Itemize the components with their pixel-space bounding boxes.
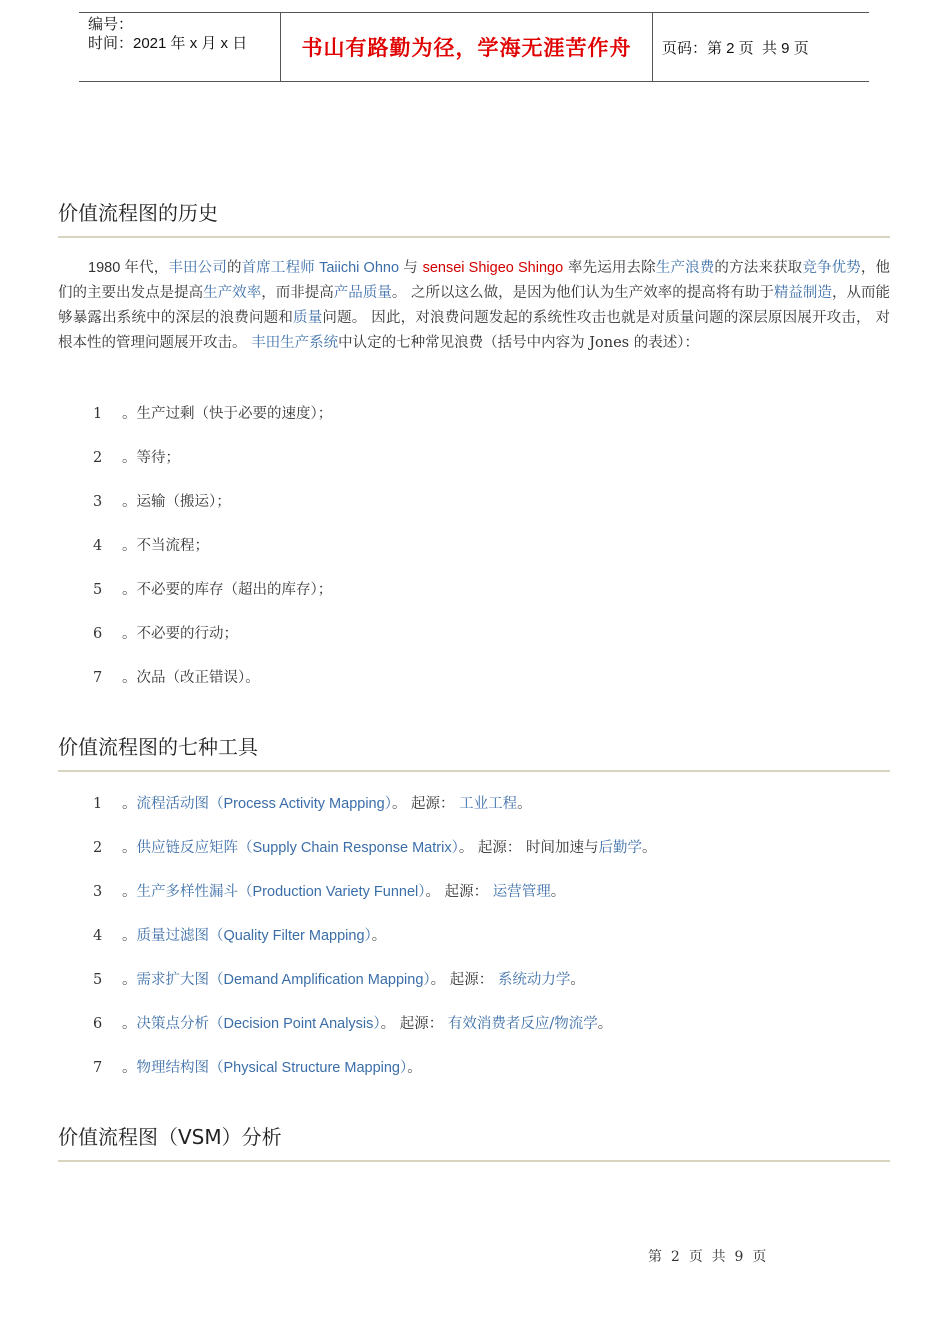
tool-item — [93, 837, 657, 859]
text-run: ） — [384, 796, 392, 812]
text-run: 。 — [407, 1060, 422, 1076]
item-number: 2 — [93, 840, 103, 856]
page-header — [79, 12, 869, 82]
tool-item — [93, 1013, 612, 1035]
text-run: 。 起源： — [430, 972, 498, 988]
list-item — [93, 535, 209, 557]
origin-link-2[interactable]: /物流学 — [549, 1016, 598, 1032]
tool-item — [93, 969, 585, 991]
text-run: ） — [418, 884, 426, 900]
link-quality[interactable]: 质量 — [293, 310, 323, 326]
item-text: 。生产过剩（快于必要的速度）； — [122, 406, 333, 422]
link-lean-manufacturing[interactable]: 精益制造 — [773, 285, 832, 301]
link-tps[interactable]: 丰田生产系统 — [251, 335, 339, 351]
item-number: 2 — [93, 450, 103, 466]
item-text: 。不必要的行动； — [122, 626, 238, 642]
item-number: 7 — [93, 1060, 103, 1076]
text-run: 。 起源： — [391, 796, 460, 812]
item-number: 5 — [93, 972, 103, 988]
text-run: ，他们的主要出发点是提高 — [58, 260, 891, 301]
text-run: 。 — [550, 884, 566, 900]
list-item — [93, 579, 332, 601]
tool-link-en[interactable]: Quality Filter Mapping — [223, 928, 365, 944]
text-run: 与 — [403, 260, 423, 276]
text-run: 。 之所以这么做，是因为他们认为生产效率的提高将有助于 — [391, 285, 774, 301]
text-run: 的方法来获取 — [714, 260, 803, 276]
text-run: ） — [400, 1060, 408, 1076]
text-run: ，而非提高 — [261, 285, 334, 301]
tool-link[interactable]: 生产多样性漏斗（ — [136, 884, 253, 900]
link-toyota[interactable]: 丰田公司 — [168, 260, 227, 276]
item-number: 1 — [93, 796, 103, 812]
text-run: 中认定的七种常见浪费（括号中内容为 Jones 的表述）： — [338, 335, 699, 351]
history-paragraph — [58, 256, 890, 356]
item-number: 6 — [93, 1016, 103, 1032]
section-title-vsm: 价值流程图（VSM）分析 — [58, 1125, 282, 1149]
doc-code-label: 编号： — [88, 16, 134, 33]
tool-link[interactable]: 决策点分析（ — [136, 1016, 224, 1032]
item-text: 。不必要的库存（超出的库存）； — [122, 582, 333, 598]
link-chief-engineer[interactable]: 首席工程师 — [241, 260, 315, 276]
item-number: 5 — [93, 582, 103, 598]
tool-link-en[interactable]: Process Activity Mapping — [223, 796, 385, 812]
item-text: 。等待； — [122, 450, 180, 466]
tool-link-en[interactable]: Production Variety Funnel — [252, 884, 419, 900]
section-divider — [58, 770, 890, 772]
header-page-info: 页码：第 2 页 共 9 页 — [662, 39, 809, 57]
origin-link[interactable]: 运营管理 — [492, 884, 551, 900]
tool-link[interactable]: 物理结构图（ — [136, 1060, 224, 1076]
link-product-quality[interactable]: 产品质量 — [333, 285, 392, 301]
tool-item — [93, 1057, 422, 1079]
text-run: 1980 年代， — [88, 260, 169, 276]
tool-link-en[interactable]: Demand Amplification Mapping — [223, 972, 424, 988]
item-number: 6 — [93, 626, 103, 642]
item-text: 。不当流程； — [122, 538, 209, 554]
origin-link[interactable]: 系统动力学 — [497, 972, 571, 988]
item-sep: 。 — [122, 1060, 137, 1076]
link-productivity[interactable]: 生产效率 — [203, 285, 262, 301]
tool-link[interactable]: 质量过滤图（ — [136, 928, 224, 944]
tool-link-en[interactable]: Physical Structure Mapping — [223, 1060, 400, 1076]
page-footer: 第 2 页 共 9 页 — [648, 1249, 767, 1265]
text-run: 。 — [597, 1016, 613, 1032]
item-number: 4 — [93, 928, 103, 944]
list-item — [93, 403, 332, 425]
text-run: ） — [373, 1016, 381, 1032]
section-divider — [58, 1160, 890, 1162]
text-run: 。 — [570, 972, 585, 988]
tool-link-en[interactable]: Decision Point Analysis — [223, 1016, 374, 1032]
text-run: 率先运用去除 — [563, 260, 656, 276]
tool-link[interactable]: 供应链反应矩阵（ — [136, 840, 253, 856]
section-title-history: 价值流程图的历史 — [58, 201, 218, 225]
item-number: 1 — [93, 406, 103, 422]
list-item — [93, 491, 231, 513]
text-run: Taiichi Ohno — [314, 260, 404, 276]
doc-date-label: 时间：2021 年 x 月 x 日 — [88, 35, 248, 52]
item-number: 3 — [93, 494, 103, 510]
origin-link[interactable]: 后勤学 — [598, 840, 643, 856]
tool-link[interactable]: 流程活动图（ — [136, 796, 224, 812]
header-motto-cell — [280, 13, 653, 81]
list-item — [93, 667, 260, 689]
tool-link[interactable]: 需求扩大图（ — [136, 972, 224, 988]
text-run: 。 起源： — [380, 1016, 448, 1032]
header-motto: 书山有路勤为径，学海无涯苦作舟 — [301, 35, 632, 60]
header-page-cell — [653, 13, 869, 81]
text-run: ） — [451, 840, 459, 856]
item-sep: 。 — [122, 1016, 137, 1032]
list-item — [93, 623, 238, 645]
section-title-tools: 价值流程图的七种工具 — [58, 735, 258, 759]
item-sep: 。 — [122, 928, 137, 944]
section-divider — [58, 236, 890, 238]
item-sep: 。 — [122, 972, 137, 988]
item-sep: 。 — [122, 796, 137, 812]
text-run: 。 起源： — [425, 884, 493, 900]
item-text: 。运输（搬运）； — [122, 494, 231, 510]
text-run: 问题。 因此，对浪费问题发起的系统性攻击也就是对质量问题的深层原因展开攻击， 对根本性的管理问题展开攻击。 — [58, 310, 891, 351]
text-run: ，从而能够暴露出系统中的深层的浪费问题和 — [58, 285, 890, 326]
item-number: 3 — [93, 884, 103, 900]
list-item — [93, 447, 180, 469]
text-run: 。 起源： 时间加速与 — [458, 840, 599, 856]
origin-link[interactable]: 工业工程 — [459, 796, 518, 812]
header-left-cell — [79, 13, 280, 81]
tool-item — [93, 881, 565, 903]
text-run: 。 — [642, 840, 657, 856]
link-production-waste[interactable]: 生产浪费 — [655, 260, 715, 276]
tool-item — [93, 793, 532, 815]
tool-link-en[interactable]: Supply Chain Response Matrix — [252, 840, 452, 856]
item-number: 7 — [93, 670, 103, 686]
origin-link[interactable]: 有效消费者反应 — [447, 1016, 550, 1032]
text-run: ） — [423, 972, 431, 988]
item-sep: 。 — [122, 884, 137, 900]
item-sep: 。 — [122, 840, 137, 856]
text-run: ） — [364, 928, 372, 944]
item-number: 4 — [93, 538, 103, 554]
text-run: 。 — [517, 796, 532, 812]
highlight-shingo: sensei Shigeo Shingo — [422, 260, 564, 276]
link-competitive-advantage[interactable]: 竞争优势 — [802, 260, 861, 276]
text-run: 。 — [371, 928, 387, 944]
tool-item — [93, 925, 386, 947]
text-run: 的 — [226, 260, 242, 276]
item-text: 。次品（改正错误）。 — [122, 670, 260, 686]
